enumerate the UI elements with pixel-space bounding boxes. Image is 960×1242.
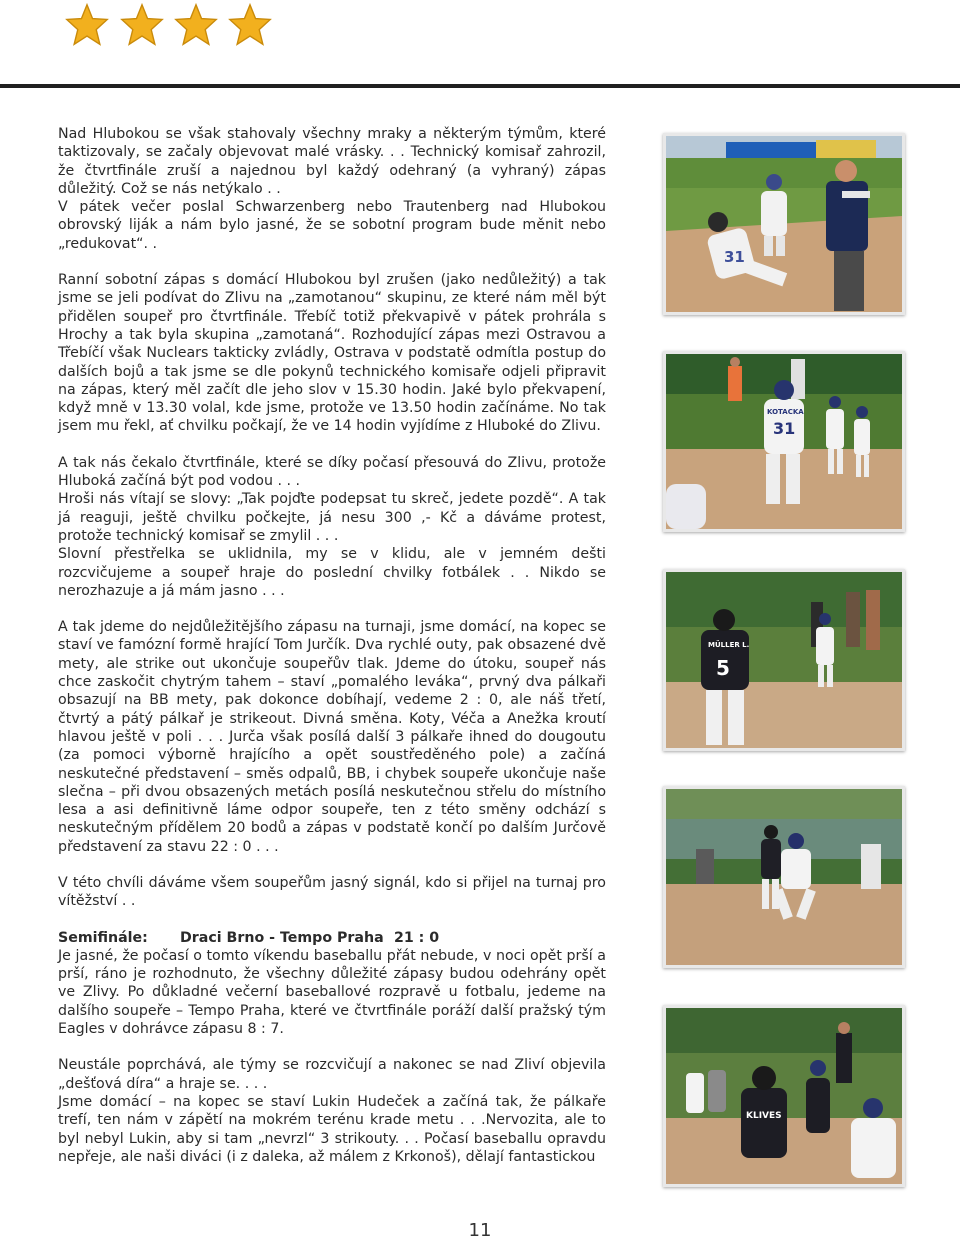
star-icon	[119, 2, 165, 48]
star-icon	[173, 2, 219, 48]
paragraph: A tak jdeme do nejdůležitějšího zápasu na turnaji, jsme domácí, na kopec se staví ve famózní formě hrající Tom Jurčík. Dva rychlé outy, pak obsazené dvě mety, ale strike out ukončuje soupeřův tlak. Jdeme do útoku, soupeř nás chce zaskočit chytrým tahem – staví „pomalého leváka“, prvný dva pálkaři obsazují na BB mety, pak dokonce dobíhají, vedeme 2 : 0, ale náš třetí, čtvrtý a pátý pálkař je strikeout. Divná směna. Koty, Véča a Anežka kroutí hlavou ještě v poli . . . Jurča však posílá další 3 pálkaře ihned do dougoutu (za pomoci výborně hrajícího a opět soustředěného pole) a začíná neskutečné představení – směs odpalů, BB, i chybek soupeře ukončuje naše slečna – při dvou obsazených metách posílá neskutečnou střelu do místního lesa a asi definitivně láme odpor soupeře, ten z této směny odchází s neskutečným přídělem 20 bodů a zápas v podstatě končí po dalším Jurčově představení za stavu 22 : 0 . . .	[58, 619, 606, 855]
paragraph: Ranní sobotní zápas s domácí Hlubokou byl zrušen (jako nedůležitý) a tak jsme se jeli podívat do Zlivu na „zamotanou“ skupinu, ze které nám měl být přidělen soupeř pro čtvrtfinále. Třebíč totiž překvapivě v pátek prohrála s Hrochy a tak byla skupina „zamotaná“. Rozhodující zápas mezi Ostravou a Třebíčí však Nuclears takticky zvládly, Ostrava v podstatě odmítla postup do dalších bojů a tak jsme se dle pokynů technického komisaře odjeli připravit na zápas, který měl začít dle jeho slov v 15.30 hodin. Jaké bylo překvapení, když mně v 13.30 volal, kde jsme, protože ve 13.50 hodin začínáme. No tak jsem mu řekl, ať chvilku počkají, že ve 14 hodin vyjídíme z Hluboké do Zlivu.	[58, 272, 606, 435]
photo-slide-home	[663, 133, 905, 315]
paragraph: V této chvíli dáváme všem soupeřům jasný signál, kdo si přijel na turnaj pro vítěžství . .	[58, 874, 606, 910]
jersey-number: 5	[716, 656, 730, 680]
page-number: 11	[468, 1220, 492, 1241]
semifinal-label: Semifinále:	[58, 929, 148, 946]
paragraph: Je jasné, že počasí o tomto víkendu baseballu přát nebude, v noci opět prší a prší, ráno je rozhodnuto, že všechny důležité zápasy budou odehrány opět ve Zlivy. Po důkladné večerní baseballové rozpravě u fotbalu, jedeme na dalšího soupeře – Tempo Praha, které ve čtvrtfinále poráží další pražský tým Eagles v dohrávce zápasu 8 : 7.	[58, 947, 606, 1038]
photo-base-running	[663, 786, 905, 968]
photo-dugout	[663, 1005, 905, 1187]
paragraph: Neustále poprchává, ale týmy se rozcvičují a nakonec se nad Zliví objevila „dešťová díra“ a hraje se. . . .	[58, 1057, 606, 1092]
article-body	[58, 125, 606, 1166]
jersey-name: MÜLLER L.	[708, 641, 750, 649]
star-icon	[64, 2, 110, 48]
jersey-number: 31	[724, 248, 745, 266]
paragraph: A tak nás čekalo čtvrtfinále, které se díky počasí přesouvá do Zlivu, protože Hluboká začíná být pod vodou . . .	[58, 454, 606, 490]
paragraph: Nad Hlubokou se však stahovaly všechny mraky a některým týmům, které taktizovaly, se začaly objevovat malé vrásky. . . Technický komisař zahrozil, že čtvrtfinále zruší a najednou byl každý odehraný (a vyhraný) zápas důležitý. Což se nás netýkalo . .	[58, 126, 606, 197]
paragraph: Hroši nás vítají se slovy: „Tak pojďte podepsat tu skreč, jedete pozdě“. A tak já reaguji, ještě chvilku počkejte, já nesu 300 ,- Kč a dáváme protest, protože technický komisař se zmylil . . .	[58, 491, 606, 544]
paragraph: V pátek večer poslal Schwarzenberg nebo Trautenberg nad Hlubokou obrovský liják a nám bylo jasné, že se sobotní program bude měnit nebo „redukovat“. .	[58, 199, 606, 252]
star-icon	[227, 2, 273, 48]
semifinal-score: 21 : 0	[394, 929, 440, 946]
jersey-name: KOTACKA	[767, 408, 804, 416]
jersey-number: 31	[773, 419, 796, 438]
jersey-name: KLIVES	[746, 1111, 782, 1121]
paragraph: Jsme domácí – na kopec se staví Lukin Hudeček a začíná tak, že pálkaře trefí, ten nám v zápětí na mokrém terénu krade metu . . .Nervozita, ale to byl nebyl Lukin, aby si tam „nevrzl“ 3 strikouty. . . Počasí baseballu opravdu nepřeje, ale naši diváci (i z daleka, až málem z Krkonoš), dělají fantastickou	[58, 1093, 606, 1165]
photo-players-celebrate	[663, 351, 905, 532]
photo-batter	[663, 569, 905, 751]
semifinal-match: Draci Brno - Tempo Praha	[180, 929, 384, 946]
header-divider	[0, 84, 960, 88]
paragraph: Slovní přestřelka se uklidnila, my se v klidu, ale v jemném dešti rozcvičujeme a soupeř hraje do poslední chvilky fotbálek . . Nikdo se nerozhazuje a já mám jasno . . .	[58, 546, 606, 599]
semifinal-heading	[58, 929, 606, 947]
